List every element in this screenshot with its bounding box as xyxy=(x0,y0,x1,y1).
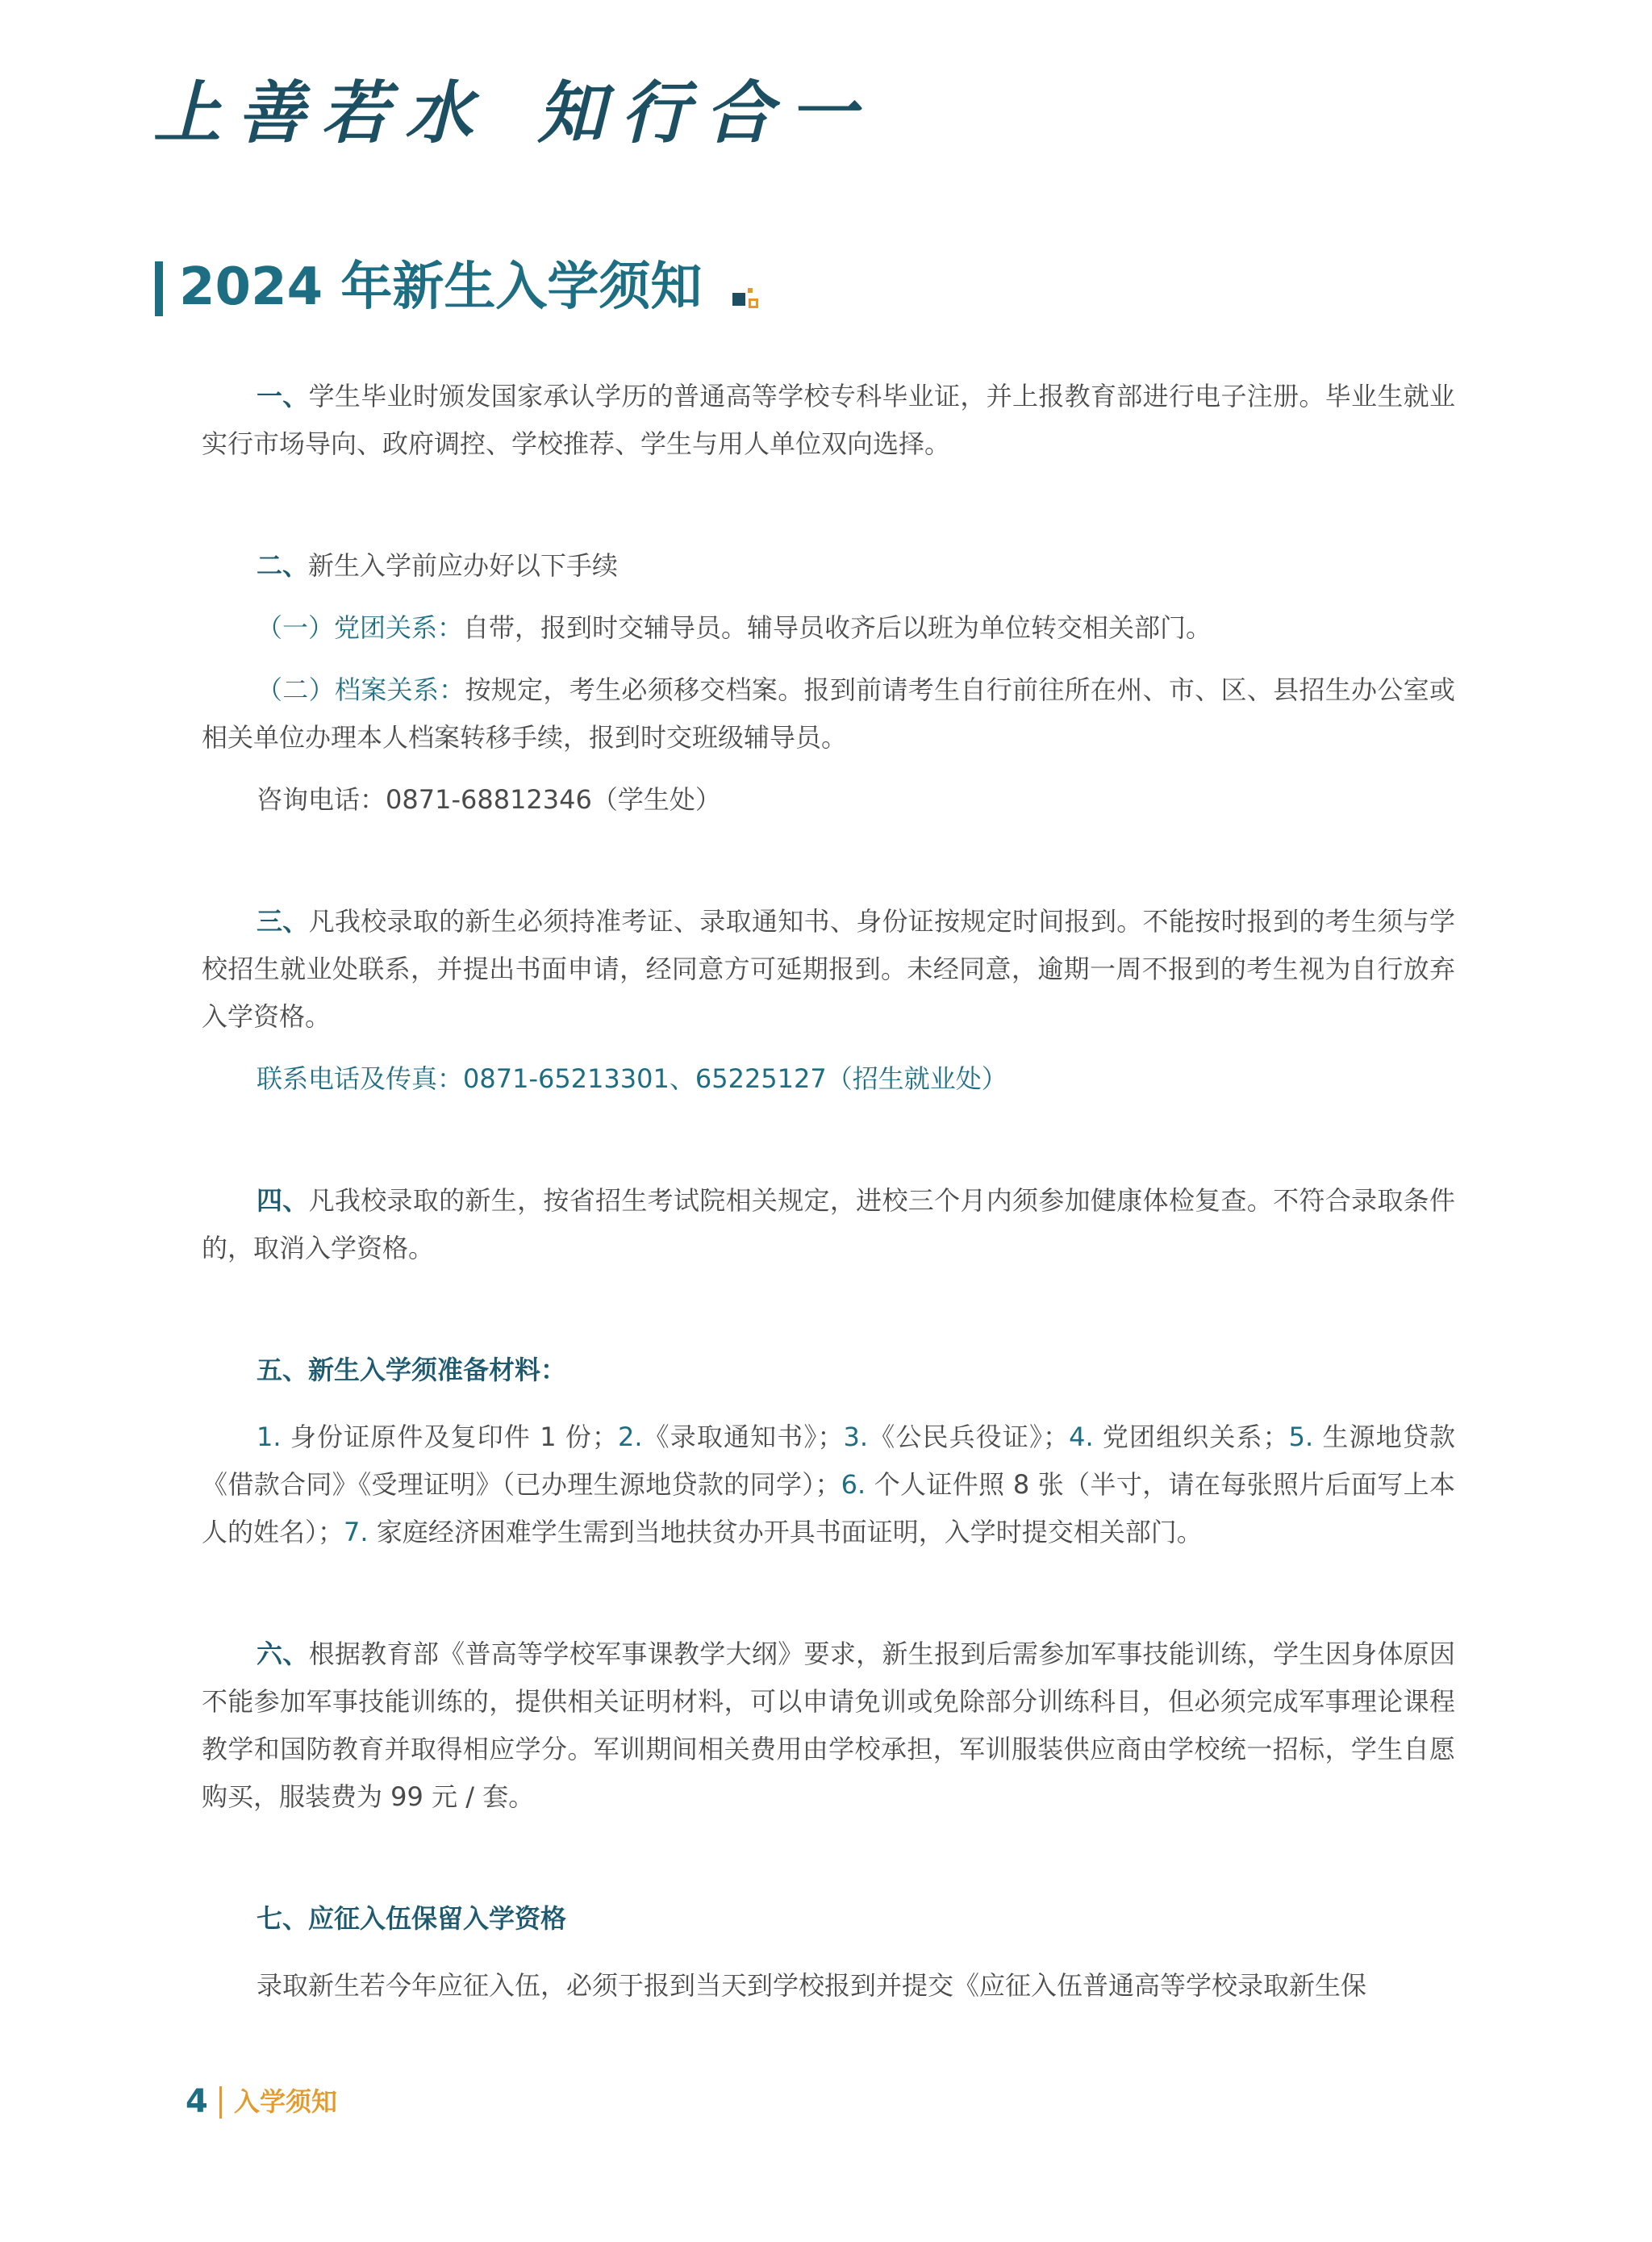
material-number-7: 7. xyxy=(344,1517,369,1547)
section-3-text: 凡我校录取的新生必须持准考证、录取通知书、身份证按规定时间报到。不能按时报到的考生须与学校招生就业处联系，并提出书面申请，经同意方可延期报到。未经同意，逾期一周不报到的考生视为自行放弃入学资格。 xyxy=(202,906,1455,1032)
title-accent-bar xyxy=(155,261,163,316)
material-text-3: 《公民兵役证》； xyxy=(868,1422,1070,1452)
section-3-label: 三、 xyxy=(257,906,309,937)
section-7-heading: 七、应征入伍保留入学资格 xyxy=(257,1903,567,1934)
material-text-5: 生源地贷款《借款合同》《受理证明》（已办理生源地贷款的同学）； xyxy=(202,1422,1455,1500)
section-2-phone: 咨询电话：0871-68812346（学生处） xyxy=(257,784,721,815)
material-number-6: 6. xyxy=(841,1469,866,1500)
material-text-4: 党团组织关系； xyxy=(1093,1422,1289,1452)
motto-part-1: 上善若水 xyxy=(153,73,490,152)
section-5-heading: 五、新生入学须准备材料： xyxy=(257,1355,567,1385)
motto-part-2: 知行合一 xyxy=(537,73,874,152)
material-number-2: 2. xyxy=(618,1422,643,1452)
section-2-item-2-text: 按规定，考生必须移交档案。报到前请考生自行前往所在州、市、区、县招生办公室或相关单位办理本人档案转移手续，报到时交班级辅导员。 xyxy=(202,674,1455,753)
section-2-item-1-text: 自带，报到时交辅导员。辅导员收齐后以班为单位转交相关部门。 xyxy=(463,612,1212,643)
section-2-item-2 xyxy=(202,666,1455,762)
section-4-text: 凡我校录取的新生，按省招生考试院相关规定，进校三个月内须参加健康体检复查。不符合录取条件的，取消入学资格。 xyxy=(202,1185,1455,1263)
section-2-label: 二、 xyxy=(257,550,309,581)
section-3-contact: 联系电话及传真：0871-65213301、65225127（招生就业处） xyxy=(257,1063,1007,1094)
material-text-2: 《录取通知书》； xyxy=(642,1422,844,1452)
section-4 xyxy=(202,1177,1455,1272)
section-1-label: 一、 xyxy=(257,381,309,411)
section-2-text: 新生入学前应办好以下手续 xyxy=(308,550,619,581)
page-title: 2024 年新生入学须知 xyxy=(179,257,703,317)
section-3 xyxy=(202,898,1455,1041)
section-2-item-1 xyxy=(202,604,1455,652)
material-text-7: 家庭经济困难学生需到当地扶贫办开具书面证明，入学时提交相关部门。 xyxy=(368,1517,1203,1547)
section-1-text: 学生毕业时颁发国家承认学历的普通高等学校专科毕业证，并上报教育部进行电子注册。毕业生就业实行市场导向、政府调控、学校推荐、学生与用人单位双向选择。 xyxy=(202,381,1455,459)
section-6 xyxy=(202,1630,1455,1821)
section-4-label: 四、 xyxy=(257,1185,309,1216)
section-7-text: 录取新生若今年应征入伍，必须于报到当天到学校报到并提交《应征入伍普通高等学校录取新生保 xyxy=(257,1970,1367,2001)
material-number-4: 4. xyxy=(1069,1422,1094,1452)
material-number-3: 3. xyxy=(843,1422,869,1452)
section-6-text: 根据教育部《普高等学校军事课教学大纲》要求，新生报到后需参加军事技能训练，学生因身体原因不能参加军事技能训练的，提供相关证明材料，可以申请免训或免除部分训练科目，但必须完成军事理论课程教学和国防教育并取得相应学分。军训期间相关费用由学校承担，军训服装供应商由学校统一招标，学生自愿购买，服装费为 99 元 / 套。 xyxy=(202,1639,1455,1812)
material-text-1: 身份证原件及复印件 1 份； xyxy=(281,1422,619,1452)
section-2 xyxy=(202,542,1455,590)
footer-section-label: 入学须知 xyxy=(234,2086,338,2117)
section-2-item-2-label: （二）档案关系： xyxy=(257,674,465,705)
section-6-label: 六、 xyxy=(257,1639,309,1669)
motto-calligraphy xyxy=(153,69,873,157)
material-text-6: 个人证件照 8 张（半寸，请在每张照片后面写上本人的姓名）； xyxy=(202,1469,1455,1547)
footer-separator xyxy=(219,2086,222,2119)
section-1 xyxy=(202,373,1455,468)
section-5-materials xyxy=(202,1413,1455,1556)
squares-decoration-icon xyxy=(732,286,761,315)
material-number-5: 5. xyxy=(1288,1422,1314,1452)
page-number: 4 xyxy=(186,2083,208,2120)
notice-body xyxy=(202,373,1455,2010)
material-number-1: 1. xyxy=(257,1422,282,1452)
section-2-item-1-label: （一）党团关系： xyxy=(257,612,464,643)
